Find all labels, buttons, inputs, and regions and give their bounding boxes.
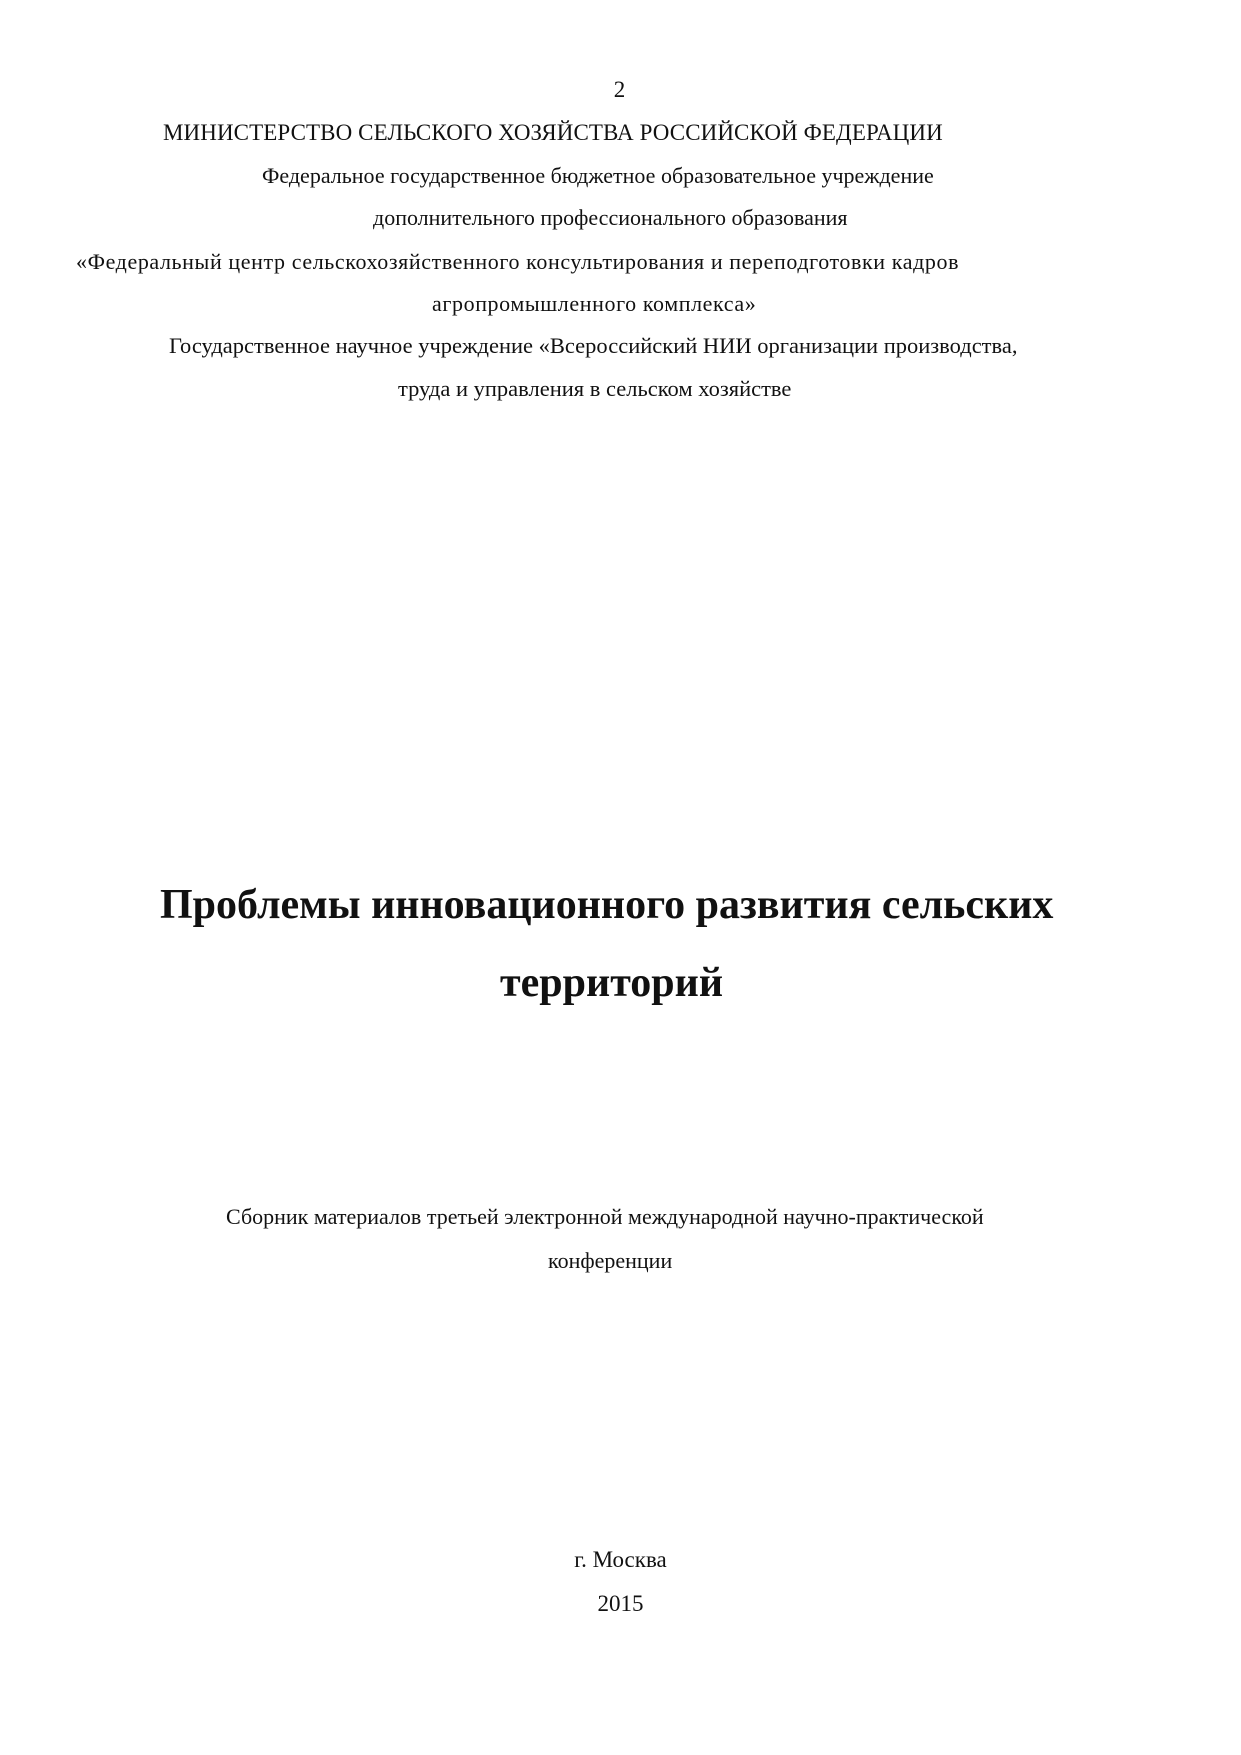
page-number [0, 78, 1241, 101]
institute-line-2: труда и управления в сельском хозяйстве [398, 376, 792, 401]
publication-year: 2015 [597, 1591, 644, 1616]
organization-line-2: дополнительного профессионального образования [373, 205, 848, 230]
institute-line-1: Государственное научное учреждение «Всероссийский НИИ организации производства, [169, 333, 1018, 358]
document-title-line-1: Проблемы инновационного развития сельских [160, 882, 1054, 928]
publication-city: г. Москва [574, 1547, 667, 1572]
document-subtitle-line-2: конференции [548, 1248, 673, 1273]
ministry-heading: МИНИСТЕРСТВО СЕЛЬСКОГО ХОЗЯЙСТВА РОССИЙСКОЙ ФЕДЕРАЦИИ [163, 120, 943, 145]
organization-line-1: Федеральное государственное бюджетное образовательное учреждение [262, 163, 934, 188]
page-number-text: 2 [613, 77, 626, 102]
organization-line-3: «Федеральный центр сельскохозяйственного консультирования и переподготовки кадров [76, 249, 960, 274]
document-subtitle-line-1: Сборник материалов третьей электронной международной научно-практической [226, 1204, 984, 1229]
organization-line-4: агропромышленного комплекса» [432, 291, 757, 316]
document-title-line-2: территорий [500, 960, 724, 1006]
